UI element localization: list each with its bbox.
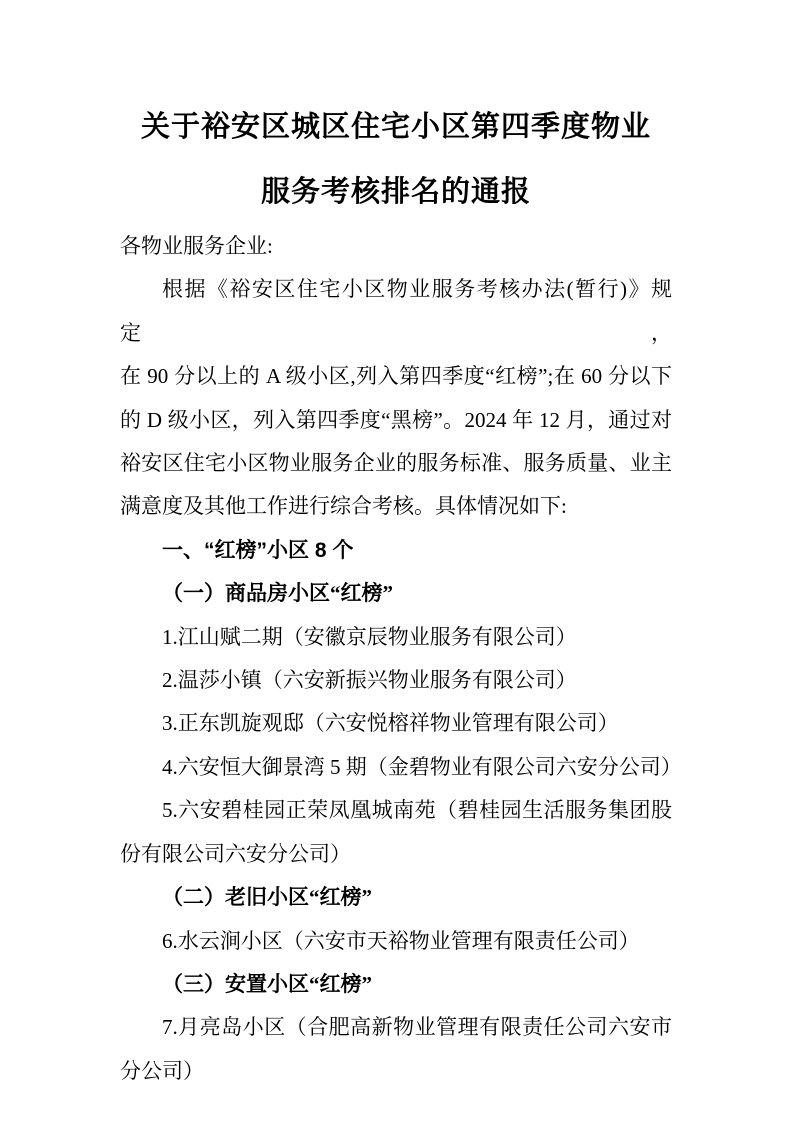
list-item-7-yueliangdao-line-1: 7.月亮岛小区（合肥高新物业管理有限责任公司六安市 bbox=[162, 1015, 672, 1040]
list-item-5-biguiyuan-line-2: 份有限公司六安分公司） bbox=[120, 841, 351, 866]
section-heading-red-list: 一、“红榜”小区 8 个 bbox=[162, 538, 354, 562]
salutation: 各物业服务企业: bbox=[120, 234, 273, 258]
subsection-heading-old-district-red-list: （二）老旧小区“红榜” bbox=[162, 885, 372, 910]
list-item-3-zhengdong-kaixuan: 3.正东凯旋观邸（六安悦榕祥物业管理有限公司） bbox=[162, 711, 619, 736]
title-line-1: 关于裕安区城区住宅小区第四季度物业 bbox=[140, 111, 651, 143]
intro-line-1: 根据《裕安区住宅小区物业服务考核办法(暂行)》规定， bbox=[120, 277, 672, 345]
list-item-2-wensha-town: 2.温莎小镇（六安新振兴物业服务有限公司） bbox=[162, 668, 577, 693]
list-item-4-hengda-yujingwan: 4.六安恒大御景湾 5 期（金碧物业有限公司六安分公司） bbox=[162, 754, 682, 779]
intro-line-2: 在 90 分以上的 A 级小区,列入第四季度“红榜”;在 60 分以下 bbox=[120, 364, 672, 389]
list-item-6-shuiyunjian: 6.水云涧小区（六安市天裕物业管理有限责任公司） bbox=[162, 928, 640, 953]
intro-line-5: 满意度及其他工作进行综合考核。具体情况如下: bbox=[120, 494, 567, 519]
intro-line-3: 的 D 级小区，列入第四季度“黑榜”。2024 年 12 月，通过对 bbox=[120, 407, 672, 432]
subsection-heading-commercial-red-list: （一）商品房小区“红榜” bbox=[162, 581, 393, 606]
title-line-2: 服务考核排名的通报 bbox=[260, 176, 531, 208]
intro-line-4: 裕安区住宅小区物业服务企业的服务标准、服务质量、业主 bbox=[120, 451, 672, 476]
list-item-5-biguiyuan-line-1: 5.六安碧桂园正荣凤凰城南苑（碧桂园生活服务集团股 bbox=[162, 798, 672, 823]
subsection-heading-resettlement-red-list: （三）安置小区“红榜” bbox=[162, 971, 372, 996]
document-body bbox=[120, 225, 682, 1093]
document-title bbox=[120, 95, 672, 225]
list-item-7-yueliangdao-line-2: 分公司） bbox=[120, 1058, 204, 1083]
list-item-1-jiangshanfu: 1.江山赋二期（安徽京辰物业服务有限公司） bbox=[162, 624, 577, 649]
